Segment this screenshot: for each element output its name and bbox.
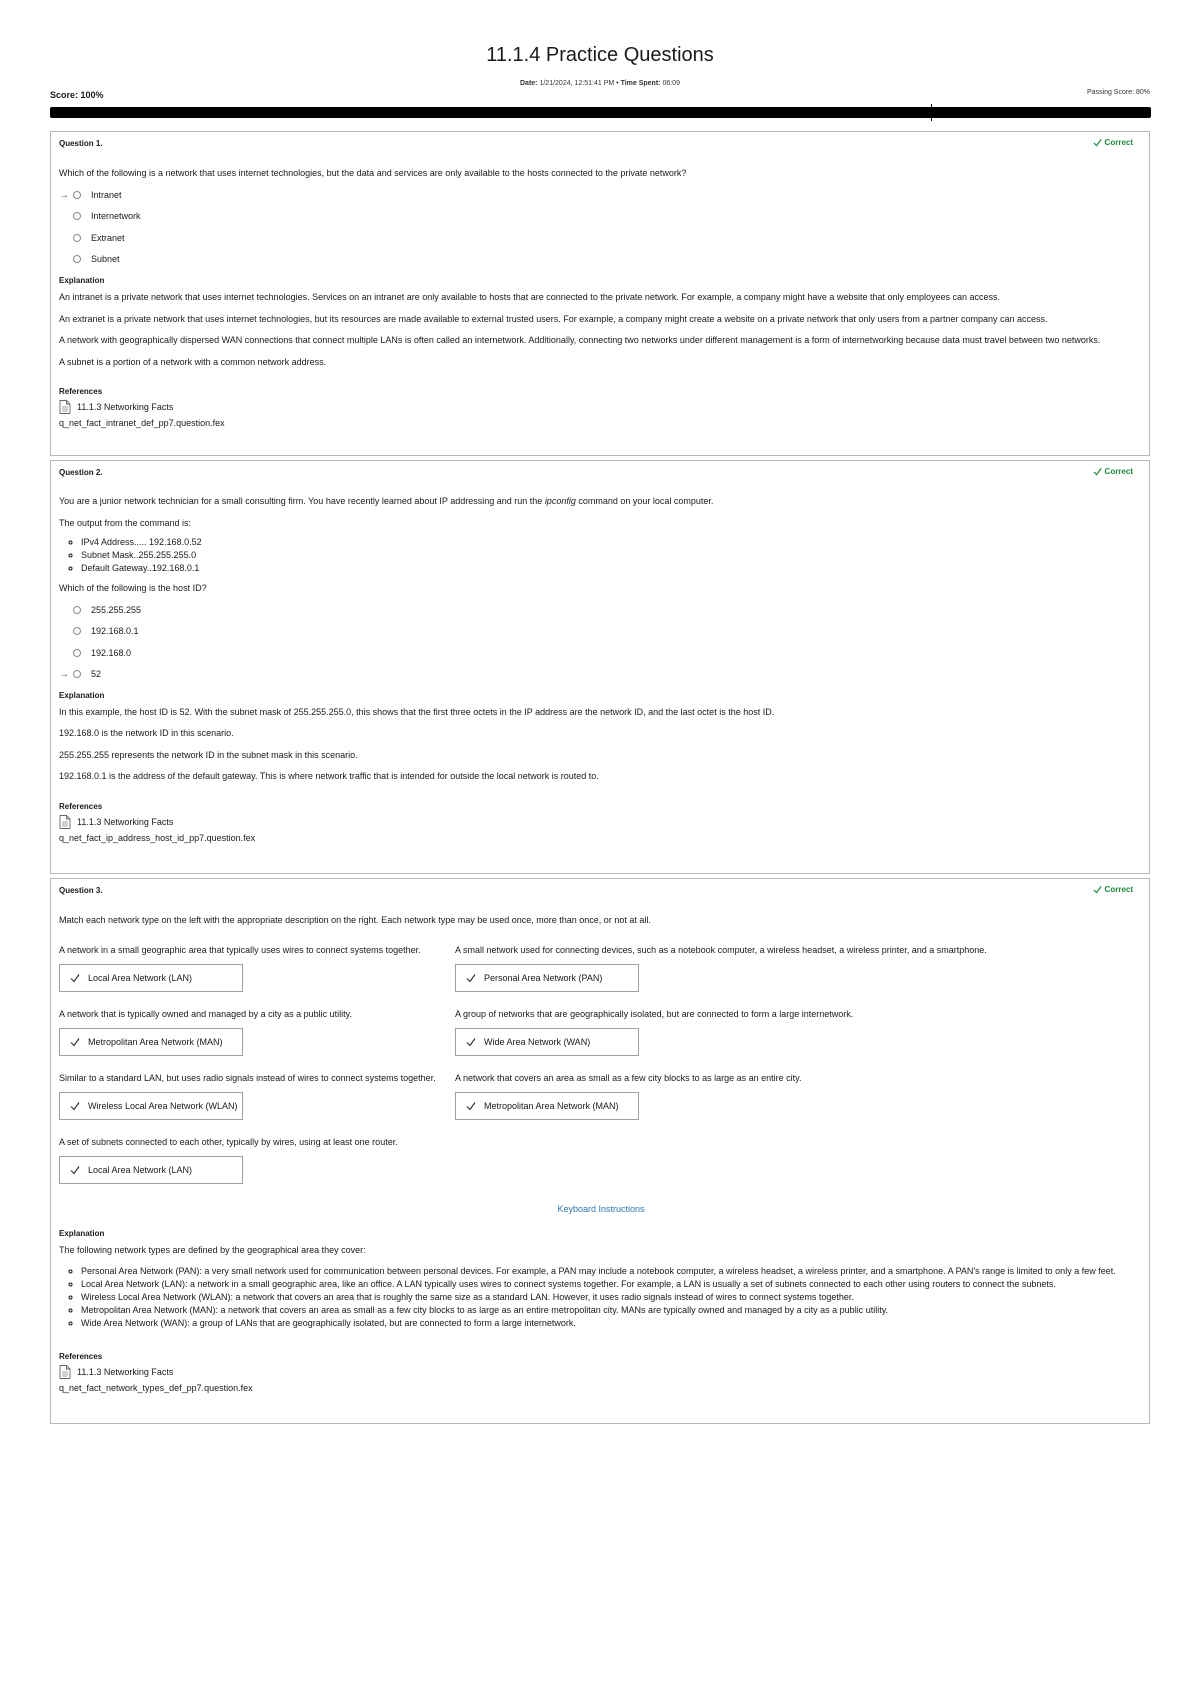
explanation-paragraph: In this example, the host ID is 52. With the subnet mask of 255.255.255.0, this shows that the first three octets in the IP address are the network ID, and the last octet is the host ID.	[59, 707, 775, 717]
explanation-heading: Explanation	[59, 1229, 105, 1238]
explanation-item: ◦ Wireless Local Area Network (WLAN): a network that covers an area that is roughly the same size as a standard LAN. However, it uses radio signals instead of wires to connect systems together.	[81, 1291, 1116, 1304]
question-text: Which of the following is the host ID?	[59, 583, 207, 593]
correct-status: Correct	[1093, 138, 1133, 147]
radio-button[interactable]	[73, 606, 81, 614]
radio-button[interactable]	[73, 191, 81, 199]
question-prompt: Match each network type on the left with the appropriate description on the right. Each network type may be used once, more than once, or not at all.	[59, 915, 651, 925]
output-line: ◦ Subnet Mask..255.255.255.0	[81, 549, 202, 562]
match-answer-box[interactable]: Metropolitan Area Network (MAN)	[455, 1092, 639, 1120]
score-progress-fill	[50, 107, 1151, 118]
explanation-paragraph: A network with geographically dispersed WAN connections that connect multiple LANs is often called an internetwork. Additionally, connecting two networks under different management is a form of internetworking because data must travel between two networks.	[59, 335, 1101, 345]
passing-score-label: Passing Score: 80%	[1086, 89, 1150, 96]
explanation-intro: The following network types are defined by the geographical area they cover:	[59, 1245, 366, 1255]
keyboard-instructions-link[interactable]: Keyboard Instructions	[557, 1204, 645, 1214]
selected-arrow-icon: →	[59, 189, 69, 201]
question-card-2	[50, 460, 1150, 874]
option-subnet[interactable]: Subnet	[59, 253, 120, 265]
check-icon	[1093, 138, 1102, 147]
question-card-3	[50, 878, 1150, 1424]
output-line: ◦ Default Gateway..192.168.0.1	[81, 562, 202, 575]
reference-link[interactable]: 11.1.3 Networking Facts	[59, 815, 173, 829]
question-card-1	[50, 131, 1150, 456]
passing-score-marker	[931, 104, 932, 121]
check-icon	[70, 1037, 80, 1047]
check-icon	[70, 973, 80, 983]
check-icon	[466, 973, 476, 983]
match-answer-box[interactable]: Local Area Network (LAN)	[59, 964, 243, 992]
explanation-paragraph: 192.168.0.1 is the address of the default gateway. This is where network traffic that is intended for outside the local network is routed to.	[59, 771, 599, 781]
option-255-255-255[interactable]: 255.255.255	[59, 604, 141, 616]
match-answer-box[interactable]: Wide Area Network (WAN)	[455, 1028, 639, 1056]
radio-button[interactable]	[73, 649, 81, 657]
reference-link[interactable]: 11.1.3 Networking Facts	[59, 1365, 173, 1379]
question-heading: Question 1.	[59, 139, 103, 148]
option-internetwork[interactable]: Internetwork	[59, 210, 141, 222]
explanation-paragraph: 255.255.255 represents the network ID in the subnet mask in this scenario.	[59, 750, 358, 760]
document-icon	[59, 815, 71, 829]
explanation-paragraph: An intranet is a private network that uses internet technologies. Services on an intranet are only available to hosts that are connected to the private network. For example, a company might have a website that only employees can access.	[59, 292, 1001, 302]
check-icon	[70, 1101, 80, 1111]
match-description: A network that covers an area as small as a few city blocks to as large as an entire city.	[455, 1073, 802, 1083]
question-file-name: q_net_fact_ip_address_host_id_pp7.question.fex	[59, 833, 256, 843]
explanation-paragraph: 192.168.0 is the network ID in this scenario.	[59, 728, 234, 738]
check-icon	[1093, 467, 1102, 476]
correct-status: Correct	[1093, 467, 1133, 476]
option-192-168-0-1[interactable]: 192.168.0.1	[59, 625, 139, 637]
match-answer-box[interactable]: Wireless Local Area Network (WLAN)	[59, 1092, 243, 1120]
score-label: Score: 100%	[50, 90, 104, 100]
match-answer-box[interactable]: Local Area Network (LAN)	[59, 1156, 243, 1184]
correct-status: Correct	[1093, 885, 1133, 894]
output-line: ◦ IPv4 Address..... 192.168.0.52	[81, 536, 202, 549]
date-value: 1/21/2024, 12:51:41 PM	[539, 80, 615, 87]
option-192-168-0[interactable]: 192.168.0	[59, 647, 131, 659]
network-types-list	[59, 1265, 1116, 1330]
radio-button[interactable]	[73, 212, 81, 220]
time-spent-value: 06:09	[662, 80, 680, 87]
match-description: A set of subnets connected to each other, typically by wires, using at least one router.	[59, 1137, 398, 1147]
reference-link[interactable]: 11.1.3 Networking Facts	[59, 400, 173, 414]
question-heading: Question 3.	[59, 886, 103, 895]
option-extranet[interactable]: Extranet	[59, 232, 125, 244]
radio-button[interactable]	[73, 234, 81, 242]
attempt-meta: Date: 1/21/2024, 12:51:41 PM • Time Spent: 06:09	[520, 80, 680, 87]
explanation-item: ◦ Personal Area Network (PAN): a very small network used for communication between personal devices. For example, a PAN may include a notebook computer, a wireless headset, a wireless printer, and a smartphone. A PAN's range is limited to only a few feet.	[81, 1265, 1116, 1278]
check-icon	[466, 1037, 476, 1047]
document-icon	[59, 1365, 71, 1379]
references-heading: References	[59, 1352, 103, 1361]
match-description: A network that is typically owned and managed by a city as a public utility.	[59, 1009, 352, 1019]
question-prompt: Which of the following is a network that uses internet technologies, but the data and services are only available to the hosts connected to the private network?	[59, 168, 687, 178]
output-intro: The output from the command is:	[59, 518, 192, 528]
question-prompt: You are a junior network technician for a small consulting firm. You have recently learned about IP addressing and run the ipconfig command on your local computer.	[59, 496, 714, 506]
radio-button[interactable]	[73, 627, 81, 635]
match-description: A group of networks that are geographically isolated, but are connected to form a large internetwork.	[455, 1009, 854, 1019]
explanation-item: ◦ Local Area Network (LAN): a network in a small geographic area, like an office. A LAN typically uses wires to connect systems together. For example, a LAN is usually a set of subnets connected to each other using routers to connect the subnets.	[81, 1278, 1116, 1291]
radio-button[interactable]	[73, 670, 81, 678]
match-description: A small network used for connecting devices, such as a notebook computer, a wireless headset, a wireless printer, and a smartphone.	[455, 945, 987, 955]
explanation-heading: Explanation	[59, 691, 105, 700]
explanation-item: ◦ Wide Area Network (WAN): a group of LANs that are geographically isolated, but are connected to form a large internetwork.	[81, 1317, 1116, 1330]
question-file-name: q_net_fact_intranet_def_pp7.question.fex	[59, 418, 225, 428]
references-heading: References	[59, 387, 103, 396]
option-52[interactable]: → 52	[59, 668, 102, 680]
check-icon	[70, 1165, 80, 1175]
option-intranet[interactable]: → Intranet	[59, 189, 122, 201]
check-icon	[1093, 885, 1102, 894]
check-icon	[466, 1101, 476, 1111]
question-file-name: q_net_fact_network_types_def_pp7.question.fex	[59, 1383, 253, 1393]
explanation-paragraph: A subnet is a portion of a network with a common network address.	[59, 357, 327, 367]
radio-button[interactable]	[73, 255, 81, 263]
question-heading: Question 2.	[59, 468, 103, 477]
explanation-heading: Explanation	[59, 276, 105, 285]
explanation-paragraph: An extranet is a private network that uses internet technologies, but its resources are made available to external trusted users. For example, a company might create a website on a private network that only users from a partner company can access.	[59, 314, 1048, 324]
selected-arrow-icon: →	[59, 668, 69, 680]
match-answer-box[interactable]: Metropolitan Area Network (MAN)	[59, 1028, 243, 1056]
score-progress-bar	[50, 107, 1151, 118]
match-answer-box[interactable]: Personal Area Network (PAN)	[455, 964, 639, 992]
document-icon	[59, 400, 71, 414]
command-output-list	[59, 536, 202, 575]
command-name: ipconfig	[544, 496, 576, 506]
references-heading: References	[59, 802, 103, 811]
match-description: A network in a small geographic area that typically uses wires to connect systems together.	[59, 945, 421, 955]
page-title: 11.1.4 Practice Questions	[486, 44, 714, 66]
match-description: Similar to a standard LAN, but uses radio signals instead of wires to connect systems together.	[59, 1073, 436, 1083]
explanation-item: ◦ Metropolitan Area Network (MAN): a network that covers an area as small as a few city blocks to as large as an entire metropolitan city. MANs are typically owned and managed by a city as a public utility.	[81, 1304, 1116, 1317]
